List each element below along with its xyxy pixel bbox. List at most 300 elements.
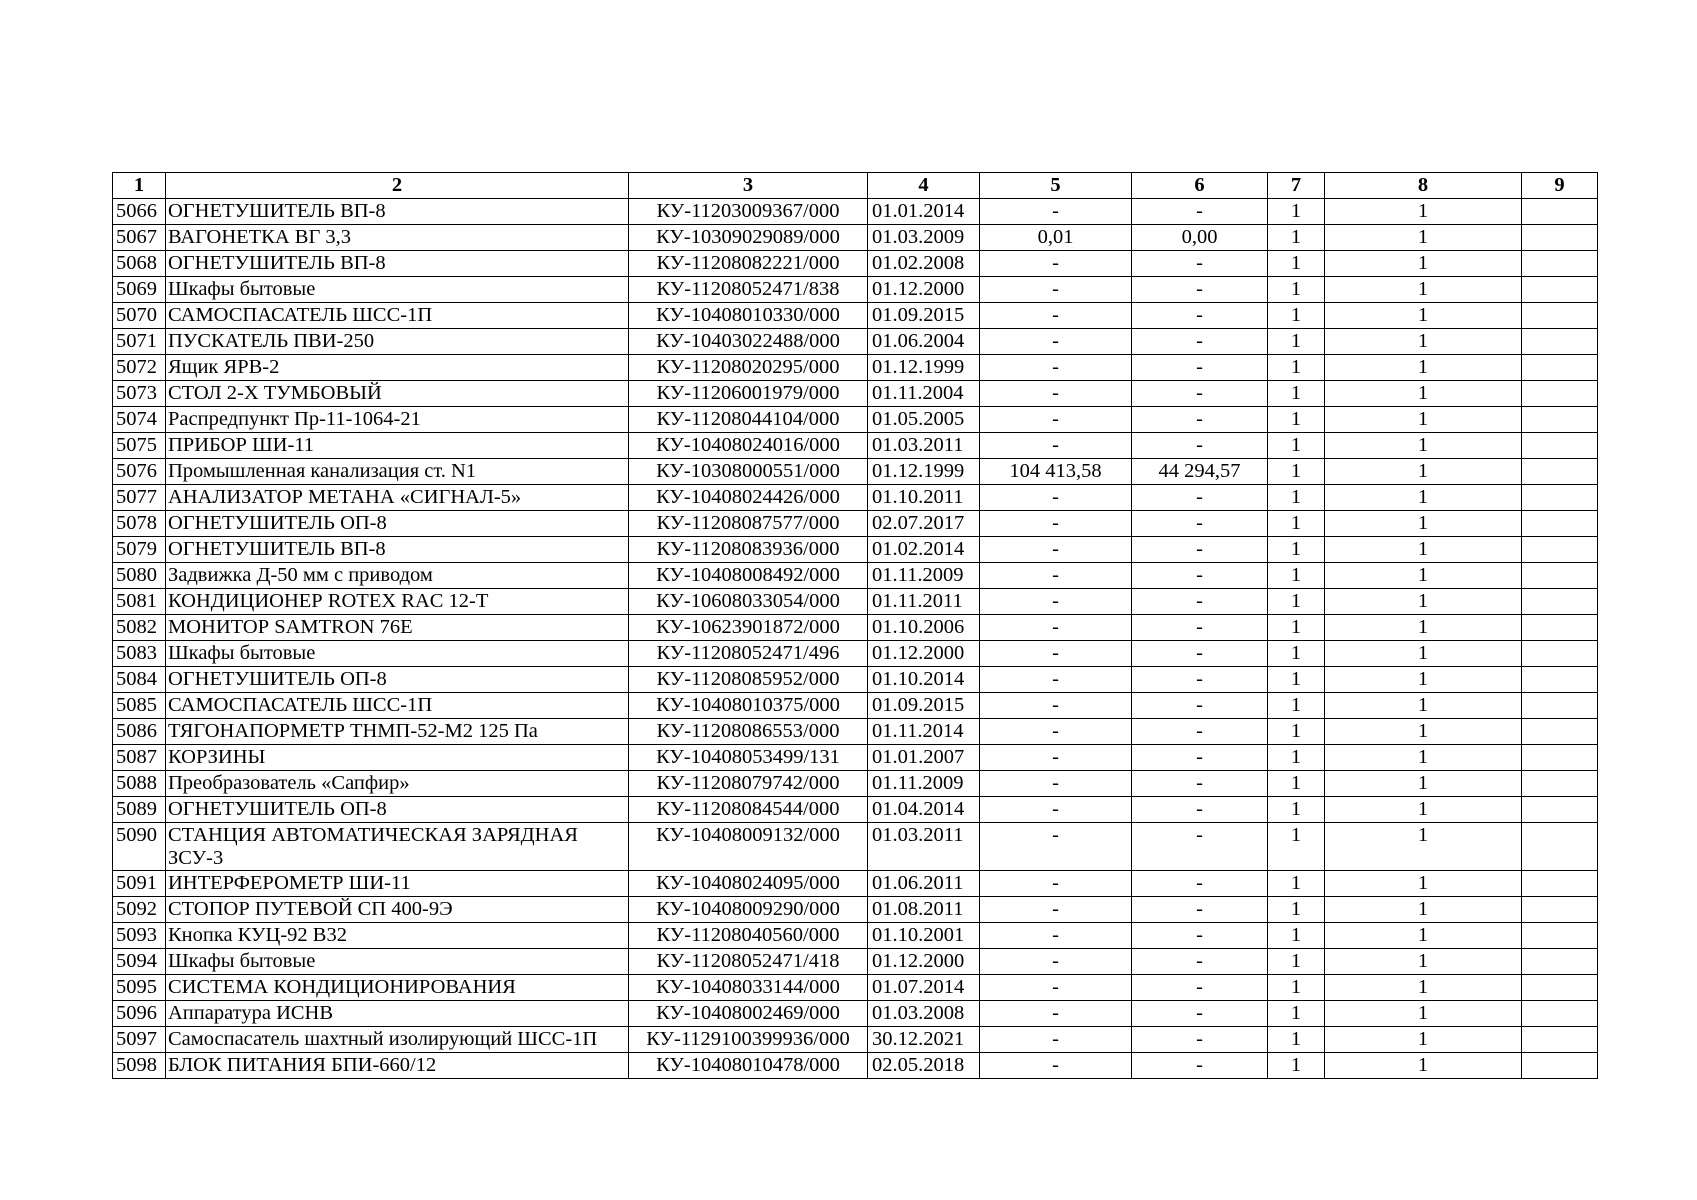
table-row <box>113 949 1598 975</box>
col5-value: - <box>980 1027 1132 1053</box>
col5-value: - <box>980 615 1132 641</box>
row-number: 5084 <box>113 667 166 693</box>
col8-value: 1 <box>1325 897 1522 923</box>
item-name: Задвижка Д-50 мм с приводом <box>166 563 629 589</box>
table-row <box>113 407 1598 433</box>
col5-value: - <box>980 511 1132 537</box>
column-header-5: 5 <box>980 173 1132 199</box>
date-cell: 01.09.2015 <box>868 303 980 329</box>
col8-value: 1 <box>1325 797 1522 823</box>
col8-value: 1 <box>1325 641 1522 667</box>
col8-value: 1 <box>1325 667 1522 693</box>
row-number: 5076 <box>113 459 166 485</box>
col9-value <box>1522 563 1598 589</box>
date-cell: 01.02.2014 <box>868 537 980 563</box>
inventory-code: КУ-10608033054/000 <box>629 589 868 615</box>
date-cell: 01.01.2007 <box>868 745 980 771</box>
table-row <box>113 871 1598 897</box>
col8-value: 1 <box>1325 719 1522 745</box>
col6-value: - <box>1132 975 1268 1001</box>
table-row <box>113 1001 1598 1027</box>
date-cell: 01.03.2011 <box>868 433 980 459</box>
col6-value: - <box>1132 719 1268 745</box>
item-name: САМОСПАСАТЕЛЬ ШСС-1П <box>166 693 629 719</box>
col7-value: 1 <box>1268 1001 1325 1027</box>
inventory-code: КУ-10623901872/000 <box>629 615 868 641</box>
column-header-2: 2 <box>166 173 629 199</box>
col9-value <box>1522 303 1598 329</box>
table-row <box>113 537 1598 563</box>
row-number: 5081 <box>113 589 166 615</box>
inventory-code: КУ-1129100399936/000 <box>629 1027 868 1053</box>
col7-value: 1 <box>1268 719 1325 745</box>
row-number: 5086 <box>113 719 166 745</box>
row-number: 5067 <box>113 225 166 251</box>
table-row <box>113 823 1598 871</box>
table-row <box>113 199 1598 225</box>
item-name: Шкафы бытовые <box>166 641 629 667</box>
col8-value: 1 <box>1325 355 1522 381</box>
col7-value: 1 <box>1268 329 1325 355</box>
item-name: ПУСКАТЕЛЬ ПВИ-250 <box>166 329 629 355</box>
row-number: 5096 <box>113 1001 166 1027</box>
col5-value: - <box>980 1001 1132 1027</box>
col9-value <box>1522 1027 1598 1053</box>
table-row <box>113 693 1598 719</box>
row-number: 5074 <box>113 407 166 433</box>
item-name: КОНДИЦИОНЕР ROTEX RAC 12-T <box>166 589 629 615</box>
col6-value: - <box>1132 641 1268 667</box>
inventory-code: КУ-10308000551/000 <box>629 459 868 485</box>
col5-value: - <box>980 745 1132 771</box>
date-cell: 01.12.2000 <box>868 277 980 303</box>
col9-value <box>1522 719 1598 745</box>
col9-value <box>1522 329 1598 355</box>
col9-value <box>1522 225 1598 251</box>
inventory-code: КУ-10403022488/000 <box>629 329 868 355</box>
inventory-code: КУ-11206001979/000 <box>629 381 868 407</box>
inventory-code: КУ-11208040560/000 <box>629 923 868 949</box>
item-name: СТОПОР ПУТЕВОЙ СП 400-9Э <box>166 897 629 923</box>
col8-value: 1 <box>1325 615 1522 641</box>
col5-value: 104 413,58 <box>980 459 1132 485</box>
row-number: 5091 <box>113 871 166 897</box>
col7-value: 1 <box>1268 199 1325 225</box>
col8-value: 1 <box>1325 1027 1522 1053</box>
date-cell: 01.10.2014 <box>868 667 980 693</box>
inventory-code: КУ-11208086553/000 <box>629 719 868 745</box>
col6-value: - <box>1132 511 1268 537</box>
col7-value: 1 <box>1268 433 1325 459</box>
col5-value: - <box>980 871 1132 897</box>
col8-value: 1 <box>1325 771 1522 797</box>
col9-value <box>1522 871 1598 897</box>
row-number: 5071 <box>113 329 166 355</box>
col9-value <box>1522 251 1598 277</box>
col9-value <box>1522 355 1598 381</box>
col8-value: 1 <box>1325 251 1522 277</box>
date-cell: 01.07.2014 <box>868 975 980 1001</box>
date-cell: 01.02.2008 <box>868 251 980 277</box>
item-name: Самоспасатель шахтный изолирующий ШСС-1П <box>166 1027 629 1053</box>
col7-value: 1 <box>1268 537 1325 563</box>
col6-value: 0,00 <box>1132 225 1268 251</box>
date-cell: 02.07.2017 <box>868 511 980 537</box>
col7-value: 1 <box>1268 303 1325 329</box>
item-name: Промышленная канализация ст. N1 <box>166 459 629 485</box>
col6-value: - <box>1132 745 1268 771</box>
col9-value <box>1522 485 1598 511</box>
inventory-code: КУ-10408024016/000 <box>629 433 868 459</box>
item-name: ТЯГОНАПОРМЕТР ТНМП-52-М2 125 Па <box>166 719 629 745</box>
row-number: 5068 <box>113 251 166 277</box>
col9-value <box>1522 975 1598 1001</box>
date-cell: 01.12.1999 <box>868 459 980 485</box>
item-name: Шкафы бытовые <box>166 277 629 303</box>
inventory-code: КУ-11208079742/000 <box>629 771 868 797</box>
col5-value: - <box>980 667 1132 693</box>
inventory-code: КУ-10408002469/000 <box>629 1001 868 1027</box>
col5-value: - <box>980 589 1132 615</box>
date-cell: 01.12.2000 <box>868 949 980 975</box>
col6-value: - <box>1132 485 1268 511</box>
item-name: ВАГОНЕТКА ВГ 3,3 <box>166 225 629 251</box>
col8-value: 1 <box>1325 1001 1522 1027</box>
col5-value: - <box>980 949 1132 975</box>
col6-value: - <box>1132 949 1268 975</box>
column-header-4: 4 <box>868 173 980 199</box>
col7-value: 1 <box>1268 511 1325 537</box>
table-row <box>113 485 1598 511</box>
col5-value: - <box>980 641 1132 667</box>
item-name: САМОСПАСАТЕЛЬ ШСС-1П <box>166 303 629 329</box>
col8-value: 1 <box>1325 563 1522 589</box>
col9-value <box>1522 897 1598 923</box>
col5-value: - <box>980 381 1132 407</box>
col8-value: 1 <box>1325 975 1522 1001</box>
table-row <box>113 923 1598 949</box>
col5-value: - <box>980 797 1132 823</box>
inventory-code: КУ-11208052471/496 <box>629 641 868 667</box>
col7-value: 1 <box>1268 355 1325 381</box>
table-row <box>113 511 1598 537</box>
inventory-code: КУ-10408033144/000 <box>629 975 868 1001</box>
table-row <box>113 563 1598 589</box>
table-row <box>113 355 1598 381</box>
date-cell: 01.03.2011 <box>868 823 980 871</box>
date-cell: 01.10.2006 <box>868 615 980 641</box>
col8-value: 1 <box>1325 407 1522 433</box>
table-row <box>113 897 1598 923</box>
inventory-code: КУ-11208020295/000 <box>629 355 868 381</box>
col9-value <box>1522 823 1598 871</box>
col5-value: - <box>980 975 1132 1001</box>
inventory-code: КУ-10408024095/000 <box>629 871 868 897</box>
date-cell: 01.11.2011 <box>868 589 980 615</box>
col9-value <box>1522 1001 1598 1027</box>
row-number: 5083 <box>113 641 166 667</box>
col8-value: 1 <box>1325 199 1522 225</box>
col7-value: 1 <box>1268 615 1325 641</box>
date-cell: 01.10.2001 <box>868 923 980 949</box>
table-row <box>113 1027 1598 1053</box>
col6-value: - <box>1132 771 1268 797</box>
table-row <box>113 975 1598 1001</box>
row-number: 5090 <box>113 823 166 871</box>
row-number: 5080 <box>113 563 166 589</box>
item-name: МОНИТОР SAMTRON 76E <box>166 615 629 641</box>
inventory-code: КУ-10408010330/000 <box>629 303 868 329</box>
table-row <box>113 745 1598 771</box>
col7-value: 1 <box>1268 745 1325 771</box>
col7-value: 1 <box>1268 251 1325 277</box>
col9-value <box>1522 407 1598 433</box>
inventory-code: КУ-11208052471/838 <box>629 277 868 303</box>
col9-value <box>1522 1053 1598 1079</box>
col6-value: 44 294,57 <box>1132 459 1268 485</box>
col9-value <box>1522 199 1598 225</box>
col8-value: 1 <box>1325 1053 1522 1079</box>
col7-value: 1 <box>1268 1053 1325 1079</box>
col8-value: 1 <box>1325 745 1522 771</box>
col9-value <box>1522 923 1598 949</box>
inventory-code: КУ-10408024426/000 <box>629 485 868 511</box>
col7-value: 1 <box>1268 459 1325 485</box>
item-name: ОГНЕТУШИТЕЛЬ ОП-8 <box>166 511 629 537</box>
row-number: 5088 <box>113 771 166 797</box>
col8-value: 1 <box>1325 693 1522 719</box>
col6-value: - <box>1132 251 1268 277</box>
col9-value <box>1522 771 1598 797</box>
inventory-code: КУ-11208044104/000 <box>629 407 868 433</box>
inventory-code: КУ-11208084544/000 <box>629 797 868 823</box>
row-number: 5082 <box>113 615 166 641</box>
item-name: Аппаратура ИСНВ <box>166 1001 629 1027</box>
date-cell: 01.06.2004 <box>868 329 980 355</box>
col5-value: - <box>980 897 1132 923</box>
item-name: СТАНЦИЯ АВТОМАТИЧЕСКАЯ ЗАРЯДНАЯ ЗСУ-3 <box>166 823 629 871</box>
col9-value <box>1522 589 1598 615</box>
item-name: АНАЛИЗАТОР МЕТАНА «СИГНАЛ-5» <box>166 485 629 511</box>
item-name: Кнопка КУЦ-92 В32 <box>166 923 629 949</box>
col8-value: 1 <box>1325 225 1522 251</box>
col5-value: - <box>980 823 1132 871</box>
col6-value: - <box>1132 1027 1268 1053</box>
row-number: 5089 <box>113 797 166 823</box>
row-number: 5073 <box>113 381 166 407</box>
table-row <box>113 251 1598 277</box>
row-number: 5087 <box>113 745 166 771</box>
col5-value: - <box>980 251 1132 277</box>
inventory-code: КУ-11208083936/000 <box>629 537 868 563</box>
col6-value: - <box>1132 897 1268 923</box>
col9-value <box>1522 797 1598 823</box>
row-number: 5066 <box>113 199 166 225</box>
date-cell: 01.08.2011 <box>868 897 980 923</box>
col9-value <box>1522 537 1598 563</box>
date-cell: 01.11.2014 <box>868 719 980 745</box>
table-row <box>113 225 1598 251</box>
col5-value: 0,01 <box>980 225 1132 251</box>
col6-value: - <box>1132 797 1268 823</box>
col6-value: - <box>1132 563 1268 589</box>
row-number: 5085 <box>113 693 166 719</box>
column-header-1: 1 <box>113 173 166 199</box>
item-name: ОГНЕТУШИТЕЛЬ ВП-8 <box>166 537 629 563</box>
col5-value: - <box>980 355 1132 381</box>
col6-value: - <box>1132 1053 1268 1079</box>
item-name: ИНТЕРФЕРОМЕТР ШИ-11 <box>166 871 629 897</box>
col8-value: 1 <box>1325 923 1522 949</box>
table-row <box>113 667 1598 693</box>
inventory-code: КУ-11208082221/000 <box>629 251 868 277</box>
col9-value <box>1522 433 1598 459</box>
col6-value: - <box>1132 407 1268 433</box>
col7-value: 1 <box>1268 923 1325 949</box>
row-number: 5097 <box>113 1027 166 1053</box>
col5-value: - <box>980 1053 1132 1079</box>
col8-value: 1 <box>1325 277 1522 303</box>
inventory-code: КУ-10408010478/000 <box>629 1053 868 1079</box>
date-cell: 01.05.2005 <box>868 407 980 433</box>
col9-value <box>1522 615 1598 641</box>
row-number: 5077 <box>113 485 166 511</box>
col9-value <box>1522 641 1598 667</box>
col5-value: - <box>980 433 1132 459</box>
col8-value: 1 <box>1325 329 1522 355</box>
col7-value: 1 <box>1268 897 1325 923</box>
date-cell: 01.11.2009 <box>868 563 980 589</box>
date-cell: 01.11.2004 <box>868 381 980 407</box>
col8-value: 1 <box>1325 589 1522 615</box>
col5-value: - <box>980 199 1132 225</box>
col5-value: - <box>980 329 1132 355</box>
column-header-7: 7 <box>1268 173 1325 199</box>
col9-value <box>1522 949 1598 975</box>
col5-value: - <box>980 277 1132 303</box>
col7-value: 1 <box>1268 693 1325 719</box>
col8-value: 1 <box>1325 511 1522 537</box>
inventory-code: КУ-10309029089/000 <box>629 225 868 251</box>
col5-value: - <box>980 771 1132 797</box>
col8-value: 1 <box>1325 949 1522 975</box>
date-cell: 01.12.2000 <box>868 641 980 667</box>
row-number: 5070 <box>113 303 166 329</box>
col6-value: - <box>1132 537 1268 563</box>
inventory-code: КУ-10408009132/000 <box>629 823 868 871</box>
date-cell: 01.12.1999 <box>868 355 980 381</box>
date-cell: 01.04.2014 <box>868 797 980 823</box>
item-name: Шкафы бытовые <box>166 949 629 975</box>
row-number: 5075 <box>113 433 166 459</box>
col6-value: - <box>1132 433 1268 459</box>
col9-value <box>1522 745 1598 771</box>
row-number: 5069 <box>113 277 166 303</box>
col6-value: - <box>1132 871 1268 897</box>
item-name: БЛОК ПИТАНИЯ БПИ-660/12 <box>166 1053 629 1079</box>
inventory-code: КУ-11208087577/000 <box>629 511 868 537</box>
col6-value: - <box>1132 199 1268 225</box>
col6-value: - <box>1132 277 1268 303</box>
col5-value: - <box>980 563 1132 589</box>
inventory-table <box>112 172 1598 1079</box>
table-row <box>113 329 1598 355</box>
col5-value: - <box>980 693 1132 719</box>
col5-value: - <box>980 719 1132 745</box>
date-cell: 02.05.2018 <box>868 1053 980 1079</box>
col5-value: - <box>980 537 1132 563</box>
col6-value: - <box>1132 1001 1268 1027</box>
col6-value: - <box>1132 589 1268 615</box>
date-cell: 01.09.2015 <box>868 693 980 719</box>
row-number: 5072 <box>113 355 166 381</box>
inventory-code: КУ-11208085952/000 <box>629 667 868 693</box>
table-row <box>113 277 1598 303</box>
col7-value: 1 <box>1268 485 1325 511</box>
item-name: ОГНЕТУШИТЕЛЬ ОП-8 <box>166 667 629 693</box>
col5-value: - <box>980 303 1132 329</box>
table-row <box>113 381 1598 407</box>
col6-value: - <box>1132 693 1268 719</box>
col8-value: 1 <box>1325 871 1522 897</box>
table-row <box>113 589 1598 615</box>
item-name: СИСТЕМА КОНДИЦИОНИРОВАНИЯ <box>166 975 629 1001</box>
row-number: 5095 <box>113 975 166 1001</box>
col7-value: 1 <box>1268 225 1325 251</box>
item-name: Ящик ЯРВ-2 <box>166 355 629 381</box>
col8-value: 1 <box>1325 459 1522 485</box>
col8-value: 1 <box>1325 485 1522 511</box>
item-name: Распредпункт Пр-11-1064-21 <box>166 407 629 433</box>
date-cell: 01.01.2014 <box>868 199 980 225</box>
date-cell: 01.10.2011 <box>868 485 980 511</box>
item-name: Преобразователь «Сапфир» <box>166 771 629 797</box>
table-row <box>113 1053 1598 1079</box>
col5-value: - <box>980 485 1132 511</box>
col5-value: - <box>980 923 1132 949</box>
col7-value: 1 <box>1268 771 1325 797</box>
column-header-3: 3 <box>629 173 868 199</box>
table-row <box>113 459 1598 485</box>
col9-value <box>1522 667 1598 693</box>
item-name: ОГНЕТУШИТЕЛЬ ОП-8 <box>166 797 629 823</box>
col6-value: - <box>1132 615 1268 641</box>
col7-value: 1 <box>1268 975 1325 1001</box>
table-row <box>113 615 1598 641</box>
date-cell: 30.12.2021 <box>868 1027 980 1053</box>
inventory-code: КУ-10408008492/000 <box>629 563 868 589</box>
table-row <box>113 797 1598 823</box>
table-row <box>113 771 1598 797</box>
col9-value <box>1522 693 1598 719</box>
col8-value: 1 <box>1325 303 1522 329</box>
col9-value <box>1522 459 1598 485</box>
table-row <box>113 433 1598 459</box>
inventory-code: КУ-11208052471/418 <box>629 949 868 975</box>
inventory-code: КУ-10408009290/000 <box>629 897 868 923</box>
row-number: 5094 <box>113 949 166 975</box>
col5-value: - <box>980 407 1132 433</box>
column-header-9: 9 <box>1522 173 1598 199</box>
item-name: ОГНЕТУШИТЕЛЬ ВП-8 <box>166 199 629 225</box>
col8-value: 1 <box>1325 823 1522 871</box>
row-number: 5098 <box>113 1053 166 1079</box>
date-cell: 01.06.2011 <box>868 871 980 897</box>
date-cell: 01.03.2008 <box>868 1001 980 1027</box>
col7-value: 1 <box>1268 667 1325 693</box>
table-row <box>113 303 1598 329</box>
header-row <box>113 173 1598 199</box>
